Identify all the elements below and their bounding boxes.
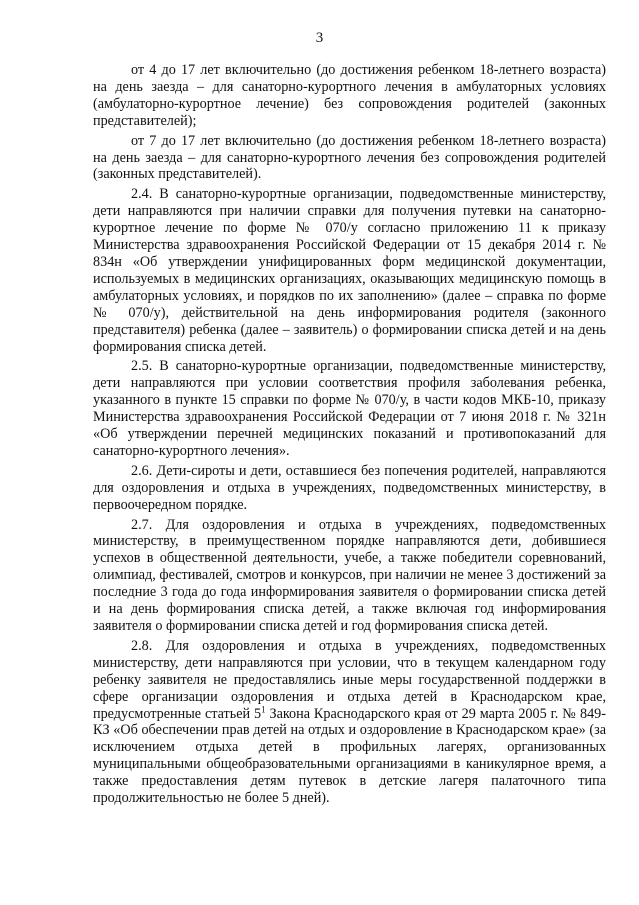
paragraph-2-6: 2.6. Дети-сироты и дети, оставшиеся без попечения родителей, направляются для оздоровления и отдыха в учреждениях, подведомственных министерству, в первоочередном порядке. [93, 462, 606, 513]
paragraph-2-7: 2.7. Для оздоровления и отдыха в учреждениях, подведомственных министерству, в преимущественном порядке направляются дети, добившиеся успехов в общественной деятельности, учебе, а также победители соревнований, олимпиад, фестивалей, смотров и конкурсов, при наличии не менее 3 достижений за последние 3 года до года информирования заявителя о формировании списка детей и на день формирования списка детей, а также включая год информирования заявителя о формировании списка детей и год формирования списка детей. [93, 516, 606, 634]
page-number: 3 [315, 30, 324, 46]
superscript-article-index: 1 [261, 703, 266, 714]
document-body [93, 62, 606, 810]
paragraph-2-8-part2: Закона Краснодарского края от 29 марта 2005 г. № 849-КЗ «Об обеспечении прав детей на отдых и оздоровление в Краснодарском крае» (за исключением отдыха детей в профильных лагерях, организованных муниципальными общеобразовательными организациями в каникулярное время, а также предоставления детям путевок в детские лагеря палаточного типа продолжительностью не более 5 дней). [93, 705, 606, 807]
paragraph-age-7-17: от 7 до 17 лет включительно (до достижения ребенком 18-летнего возраста) на день заезда – для санаторно-курортного лечения без сопровождения родителей (законных представителей). [93, 132, 606, 183]
paragraph-2-8 [93, 638, 606, 807]
paragraph-age-4-17: от 4 до 17 лет включительно (до достижения ребенком 18-летнего возраста) на день заезда – для санаторно-курортного лечения в амбулаторных условиях (амбулаторно-курортное лечение) без сопровождения родителей (законных представителей); [93, 62, 606, 129]
paragraph-2-8-part1: 2.8. Для оздоровления и отдыха в учреждениях, подведомственных министерству, дети направляются при условии, что в текущем календарном году ребенку заявителя не предоставлялись иные меры государственной поддержки в сфере организации оздоровления и отдыха детей в Краснодарском крае, предусмотренные статьей 5 [93, 637, 606, 722]
paragraph-2-4: 2.4. В санаторно-курортные организации, подведомственные министерству, дети направляются при наличии справки для получения путевки на санаторно-курортное лечение по форме № 070/у согласно приложению 11 к приказу Министерства здравоохранения Российской Федерации от 15 декабря 2014 г. № 834н «Об утверждении унифицированных форм медицинской документации, используемых в медицинских организациях, оказывающих медицинскую помощь в амбулаторных условиях, и порядков по их заполнению» (далее – справка по форме № 070/у), действительной на день информирования родителя (законного представителя) ребенка (далее – заявитель) о формировании списка детей и на день формирования списка детей. [93, 186, 606, 355]
paragraph-2-5: 2.5. В санаторно-курортные организации, подведомственные министерству, дети направляются при условии соответствия профиля заболевания ребенка, указанного в пункте 15 справки по форме № 070/у, в части кодов МКБ-10, приказу Министерства здравоохранения Российской Федерации от 7 июня 2018 г. № 321н «Об утверждении перечней медицинских показаний и противопоказаний для санаторно-курортного лечения». [93, 358, 606, 459]
